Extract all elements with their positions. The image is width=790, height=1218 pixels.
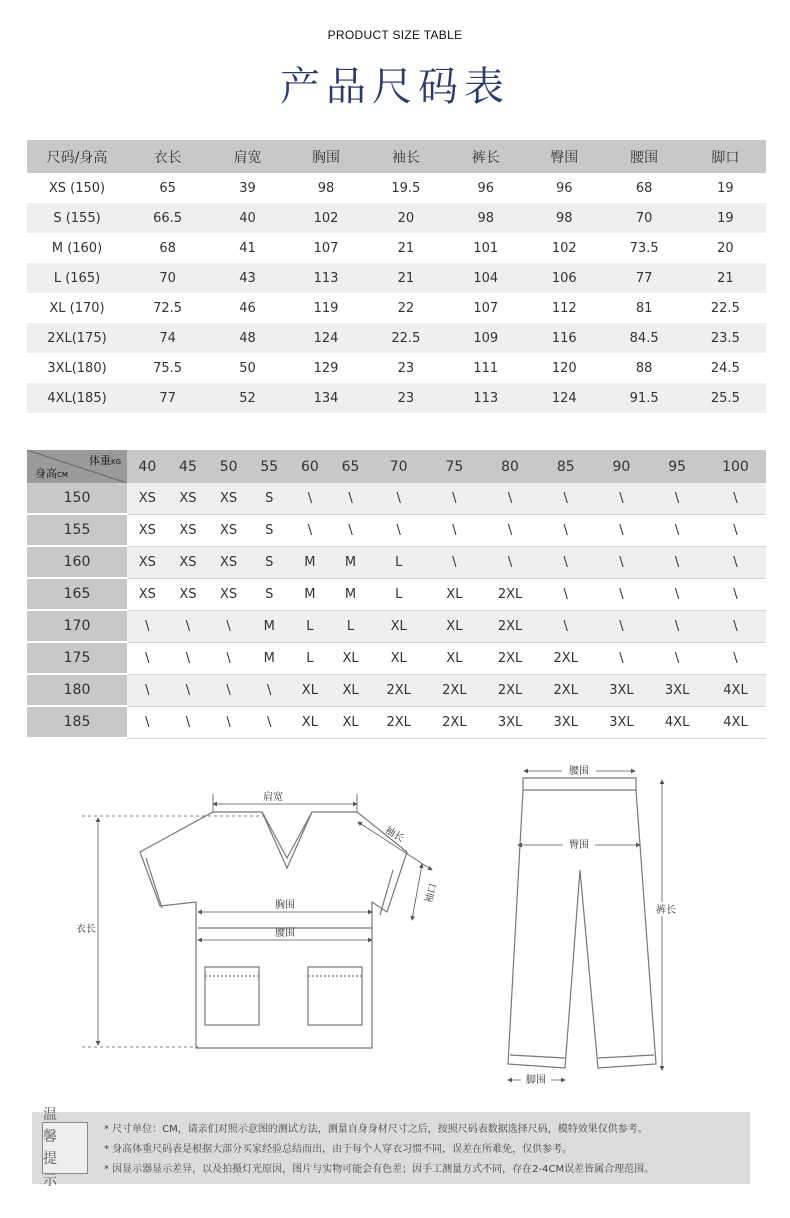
size-cell: 22.5 bbox=[365, 323, 446, 353]
size-cell: 116 bbox=[525, 323, 604, 353]
size-cell: 46 bbox=[239, 300, 256, 316]
fit-cell: XS bbox=[208, 546, 249, 578]
fit-cell: M bbox=[290, 578, 331, 610]
fit-cell: \ bbox=[249, 674, 290, 706]
size-col-header: 袖长 bbox=[365, 140, 446, 173]
size-cell: 102 bbox=[551, 240, 577, 256]
fit-cell: 4XL bbox=[649, 706, 705, 738]
weight-header: 50 bbox=[208, 450, 249, 483]
size-cell: 19.5 bbox=[391, 180, 421, 196]
fit-cell: M bbox=[249, 610, 290, 642]
size-row bbox=[27, 323, 766, 353]
fit-row bbox=[27, 674, 766, 706]
size-cell: 48 bbox=[208, 323, 287, 353]
fit-cell: 2XL bbox=[371, 674, 427, 706]
fit-cell: S bbox=[249, 483, 290, 514]
fit-cell: \ bbox=[290, 483, 331, 514]
size-cell: 52 bbox=[208, 383, 287, 413]
fit-cell: \ bbox=[127, 706, 168, 738]
size-cell: 50 bbox=[239, 360, 256, 376]
weight-header: 100 bbox=[705, 450, 766, 483]
fit-cell: M bbox=[330, 578, 371, 610]
fit-cell: \ bbox=[649, 546, 705, 578]
height-header: 165 bbox=[27, 578, 127, 610]
weight-header: 45 bbox=[168, 450, 209, 483]
size-cell: 21 bbox=[365, 263, 446, 293]
fit-cell: \ bbox=[594, 642, 650, 674]
fit-cell: \ bbox=[649, 514, 705, 546]
size-row-label: L (165) bbox=[27, 263, 127, 293]
size-cell: 73.5 bbox=[629, 240, 659, 256]
fit-cell: XL bbox=[330, 642, 371, 674]
fit-cell: \ bbox=[330, 514, 371, 546]
fit-cell: \ bbox=[705, 514, 766, 546]
weight-header: 40 bbox=[127, 450, 168, 483]
fit-cell: \ bbox=[168, 674, 209, 706]
fit-cell: 3XL bbox=[482, 706, 538, 738]
size-cell: 25.5 bbox=[685, 383, 766, 413]
fit-cell: XL bbox=[290, 674, 331, 706]
fit-cell: XS bbox=[168, 483, 209, 514]
size-cell: 68 bbox=[159, 240, 176, 256]
fit-cell: 2XL bbox=[538, 642, 594, 674]
fit-cell: XS bbox=[168, 546, 209, 578]
fit-cell: S bbox=[249, 578, 290, 610]
size-col-header: 尺码/身高 bbox=[27, 140, 127, 173]
size-cell: 101 bbox=[473, 240, 499, 256]
fit-cell: \ bbox=[538, 578, 594, 610]
size-row-label: XS (150) bbox=[48, 180, 106, 196]
height-header: 175 bbox=[27, 642, 127, 674]
fit-cell: M bbox=[330, 546, 371, 578]
size-row bbox=[27, 233, 766, 263]
fit-cell: \ bbox=[168, 642, 209, 674]
size-cell: 21 bbox=[685, 263, 766, 293]
fit-cell: 3XL bbox=[538, 706, 594, 738]
fit-cell: \ bbox=[594, 483, 650, 514]
fit-cell: XL bbox=[330, 706, 371, 738]
height-header: 185 bbox=[27, 706, 127, 738]
fit-row bbox=[27, 610, 766, 642]
size-cell: 21 bbox=[397, 240, 415, 256]
fit-cell: \ bbox=[482, 483, 538, 514]
fit-table bbox=[27, 450, 766, 739]
shirt-sleeve-label: 袖长 bbox=[382, 825, 406, 845]
fit-cell: XL bbox=[290, 706, 331, 738]
size-row-label: XL (170) bbox=[49, 300, 105, 316]
size-row bbox=[27, 383, 766, 413]
size-table-header bbox=[27, 140, 766, 173]
fit-cell: 2XL bbox=[538, 674, 594, 706]
fit-cell: \ bbox=[371, 483, 427, 514]
size-col-header: 裤长 bbox=[446, 140, 525, 173]
fit-table-corner bbox=[27, 450, 127, 483]
tips-line: * 尺寸单位：CM，请亲们对照示意图的测试方法，测量自身身材尺寸之后，按照尺码表数据选择尺码，模特效果仅供参考。 bbox=[104, 1124, 648, 1135]
pants-hip-label: 臀围 bbox=[569, 840, 589, 851]
size-cell: 43 bbox=[208, 263, 287, 293]
fit-cell: L bbox=[371, 546, 427, 578]
size-cell: 102 bbox=[287, 203, 366, 233]
fit-cell: XS bbox=[168, 578, 209, 610]
tips-text bbox=[104, 1120, 744, 1180]
pants-outline bbox=[508, 778, 656, 1068]
fit-cell: \ bbox=[290, 514, 331, 546]
page-subtitle: PRODUCT SIZE TABLE bbox=[327, 28, 463, 42]
fit-cell: XL bbox=[371, 642, 427, 674]
fit-cell: L bbox=[330, 610, 371, 642]
size-cell: 134 bbox=[287, 383, 366, 413]
fit-cell: \ bbox=[427, 483, 483, 514]
size-cell: 120 bbox=[551, 360, 577, 376]
size-row bbox=[27, 263, 766, 293]
fit-cell: L bbox=[290, 610, 331, 642]
size-cell: 70 bbox=[604, 203, 685, 233]
fit-cell: \ bbox=[168, 610, 209, 642]
height-header: 150 bbox=[27, 483, 127, 514]
size-cell: 104 bbox=[446, 263, 525, 293]
fit-cell: L bbox=[290, 642, 331, 674]
fit-cell: \ bbox=[427, 514, 483, 546]
fit-cell: \ bbox=[482, 546, 538, 578]
pants-hem-label: 脚围 bbox=[526, 1075, 546, 1086]
height-header: 160 bbox=[27, 546, 127, 578]
fit-cell: \ bbox=[538, 610, 594, 642]
size-cell: 107 bbox=[313, 240, 339, 256]
weight-header: 70 bbox=[371, 450, 427, 483]
size-cell: 113 bbox=[446, 383, 525, 413]
fit-cell: \ bbox=[705, 578, 766, 610]
size-col-header: 肩宽 bbox=[208, 140, 287, 173]
size-cell: 98 bbox=[317, 180, 335, 196]
size-row bbox=[27, 173, 766, 203]
fit-cell: \ bbox=[594, 610, 650, 642]
size-cell: 72.5 bbox=[153, 300, 183, 316]
shirt-cuff-label: 袖口 bbox=[423, 882, 440, 905]
fit-cell: \ bbox=[594, 546, 650, 578]
size-cell: 113 bbox=[287, 263, 366, 293]
fit-cell: \ bbox=[127, 610, 168, 642]
size-table-body bbox=[27, 173, 766, 413]
size-cell: 75.5 bbox=[153, 360, 183, 376]
fit-cell: \ bbox=[649, 610, 705, 642]
size-cell: 98 bbox=[446, 203, 525, 233]
size-row-label: 4XL(185) bbox=[27, 383, 127, 413]
size-cell: 24.5 bbox=[710, 360, 740, 376]
size-col-header: 衣长 bbox=[127, 140, 208, 173]
tips-line: * 身高体重尺码表是根据大部分买家经验总结而出，由于每个人穿衣习惯不同，误差在所难免，仅供参考。 bbox=[104, 1144, 573, 1155]
shirt-shoulder-label: 肩宽 bbox=[263, 792, 283, 803]
size-cell: 70 bbox=[127, 263, 208, 293]
fit-cell: \ bbox=[594, 578, 650, 610]
tips-label-top: 温 馨 bbox=[43, 1107, 61, 1145]
size-cell: 96 bbox=[477, 180, 494, 196]
shirt-outline bbox=[140, 812, 407, 1048]
fit-cell: \ bbox=[249, 706, 290, 738]
fit-cell: 4XL bbox=[705, 706, 766, 738]
fit-cell: L bbox=[371, 578, 427, 610]
fit-cell: \ bbox=[538, 546, 594, 578]
fit-cell: \ bbox=[594, 514, 650, 546]
fit-cell: S bbox=[249, 514, 290, 546]
size-cell: 68 bbox=[635, 180, 653, 196]
measurement-diagram bbox=[0, 760, 790, 1100]
size-cell: 111 bbox=[473, 360, 499, 376]
fit-row bbox=[27, 514, 766, 546]
size-row-label: S (155) bbox=[27, 203, 127, 233]
fit-cell: M bbox=[290, 546, 331, 578]
page-title: 产品尺码表 bbox=[280, 64, 510, 110]
size-cell: 88 bbox=[635, 360, 653, 376]
weight-header: 75 bbox=[427, 450, 483, 483]
size-row-label: 2XL(175) bbox=[27, 323, 127, 353]
size-cell: 77 bbox=[127, 383, 208, 413]
size-row bbox=[27, 203, 766, 233]
fit-cell: S bbox=[249, 546, 290, 578]
size-cell: 81 bbox=[635, 300, 653, 316]
height-header: 170 bbox=[27, 610, 127, 642]
tips-label-bottom: 提 示 bbox=[43, 1151, 61, 1189]
fit-cell: XL bbox=[427, 642, 483, 674]
fit-cell: XS bbox=[127, 514, 168, 546]
size-cell: 20 bbox=[717, 240, 734, 256]
corner-height-label: 身高CM bbox=[35, 467, 68, 480]
fit-cell: 2XL bbox=[371, 706, 427, 738]
size-cell: 19 bbox=[717, 180, 734, 196]
size-cell: 106 bbox=[525, 263, 604, 293]
size-cell: 23 bbox=[365, 383, 446, 413]
fit-row bbox=[27, 483, 766, 514]
fit-cell: 2XL bbox=[482, 578, 538, 610]
weight-header: 95 bbox=[649, 450, 705, 483]
size-cell: 77 bbox=[604, 263, 685, 293]
weight-header: 80 bbox=[482, 450, 538, 483]
fit-cell: \ bbox=[208, 706, 249, 738]
fit-cell: M bbox=[249, 642, 290, 674]
fit-cell: \ bbox=[371, 514, 427, 546]
weight-header: 55 bbox=[249, 450, 290, 483]
shirt-dimension-lines bbox=[82, 794, 432, 1047]
shirt-chest-label: 胸围 bbox=[275, 900, 295, 911]
size-col-header: 臀围 bbox=[525, 140, 604, 173]
fit-cell: 2XL bbox=[427, 706, 483, 738]
fit-cell: \ bbox=[538, 514, 594, 546]
pants-waist-label: 腰围 bbox=[569, 766, 589, 777]
height-header: 155 bbox=[27, 514, 127, 546]
size-cell: 41 bbox=[239, 240, 256, 256]
fit-cell: 2XL bbox=[482, 642, 538, 674]
fit-cell: \ bbox=[427, 546, 483, 578]
fit-table-header bbox=[27, 450, 766, 483]
fit-cell: \ bbox=[538, 483, 594, 514]
size-row-label: 3XL(180) bbox=[47, 360, 107, 376]
size-cell: 98 bbox=[525, 203, 604, 233]
size-cell: 107 bbox=[473, 300, 499, 316]
weight-header: 65 bbox=[330, 450, 371, 483]
size-cell: 96 bbox=[555, 180, 573, 196]
size-cell: 112 bbox=[551, 300, 577, 316]
size-col-header: 腰围 bbox=[604, 140, 685, 173]
fit-cell: \ bbox=[649, 578, 705, 610]
fit-cell: \ bbox=[208, 610, 249, 642]
fit-cell: XS bbox=[208, 514, 249, 546]
fit-cell: \ bbox=[127, 674, 168, 706]
size-cell: 65 bbox=[159, 180, 176, 196]
fit-cell: \ bbox=[482, 514, 538, 546]
size-cell: 124 bbox=[287, 323, 366, 353]
size-cell: 74 bbox=[127, 323, 208, 353]
tips-label bbox=[42, 1107, 88, 1189]
weight-header: 85 bbox=[538, 450, 594, 483]
size-cell: 23 bbox=[397, 360, 415, 376]
fit-cell: \ bbox=[649, 642, 705, 674]
fit-cell: XS bbox=[127, 483, 168, 514]
size-cell: 22.5 bbox=[710, 300, 740, 316]
fit-cell: XS bbox=[208, 483, 249, 514]
size-cell: 109 bbox=[446, 323, 525, 353]
size-cell: 22 bbox=[397, 300, 415, 316]
fit-cell: 2XL bbox=[482, 610, 538, 642]
corner-weight-label: 体重KG bbox=[88, 454, 121, 467]
pants-length-label: 裤长 bbox=[656, 905, 676, 916]
fit-cell: \ bbox=[705, 642, 766, 674]
fit-cell: \ bbox=[208, 642, 249, 674]
fit-cell: XL bbox=[427, 578, 483, 610]
fit-cell: \ bbox=[705, 610, 766, 642]
fit-cell: XL bbox=[371, 610, 427, 642]
fit-cell: 2XL bbox=[482, 674, 538, 706]
tips-box bbox=[32, 1107, 750, 1189]
fit-cell: XS bbox=[127, 546, 168, 578]
fit-cell: XL bbox=[427, 610, 483, 642]
shirt-waist-label: 腰围 bbox=[275, 928, 295, 939]
size-cell: 23.5 bbox=[685, 323, 766, 353]
fit-row bbox=[27, 578, 766, 610]
size-cell: 66.5 bbox=[127, 203, 208, 233]
fit-cell: \ bbox=[649, 483, 705, 514]
fit-cell: 3XL bbox=[594, 674, 650, 706]
fit-cell: \ bbox=[330, 483, 371, 514]
size-row bbox=[27, 293, 766, 323]
fit-row bbox=[27, 546, 766, 578]
fit-row bbox=[27, 642, 766, 674]
fit-cell: XS bbox=[127, 578, 168, 610]
fit-cell: 2XL bbox=[427, 674, 483, 706]
fit-cell: XS bbox=[208, 578, 249, 610]
size-cell: 84.5 bbox=[604, 323, 685, 353]
size-row-label: M (160) bbox=[51, 240, 103, 256]
weight-header: 60 bbox=[290, 450, 331, 483]
size-cell: 124 bbox=[525, 383, 604, 413]
fit-cell: XS bbox=[168, 514, 209, 546]
fit-cell: 3XL bbox=[649, 674, 705, 706]
fit-cell: \ bbox=[705, 483, 766, 514]
size-cell: 119 bbox=[313, 300, 339, 316]
fit-cell: \ bbox=[208, 674, 249, 706]
fit-cell: \ bbox=[705, 546, 766, 578]
size-col-header: 胸围 bbox=[287, 140, 366, 173]
size-cell: 129 bbox=[313, 360, 339, 376]
height-header: 180 bbox=[27, 674, 127, 706]
tips-line: * 因显示器显示差异，以及拍摄灯光原因，图片与实物可能会有色差；因手工测量方式不同，存在2-4CM误差皆属合理范围。 bbox=[104, 1164, 655, 1175]
size-cell: 39 bbox=[239, 180, 256, 196]
fit-cell: XL bbox=[330, 674, 371, 706]
fit-cell: \ bbox=[168, 706, 209, 738]
shirt-length-label: 衣长 bbox=[76, 924, 96, 935]
size-cell: 40 bbox=[208, 203, 287, 233]
size-cell: 19 bbox=[685, 203, 766, 233]
size-cell: 91.5 bbox=[604, 383, 685, 413]
fit-cell: 4XL bbox=[705, 674, 766, 706]
fit-row bbox=[27, 706, 766, 738]
size-col-header: 脚口 bbox=[685, 140, 766, 173]
size-cell: 20 bbox=[365, 203, 446, 233]
fit-cell: \ bbox=[127, 642, 168, 674]
weight-header: 90 bbox=[594, 450, 650, 483]
fit-cell: 3XL bbox=[594, 706, 650, 738]
fit-table-body bbox=[27, 483, 766, 738]
size-table bbox=[27, 140, 766, 413]
size-row bbox=[27, 353, 766, 383]
